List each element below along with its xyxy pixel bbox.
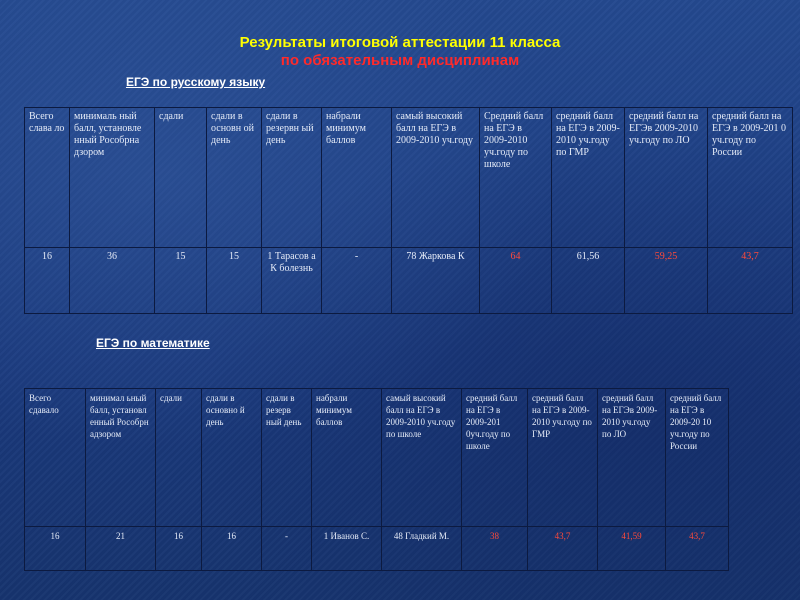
header-cell: минималь ный балл, установле нный Рособрна дзором bbox=[70, 108, 155, 248]
header-cell: сдали в резерв ный день bbox=[262, 389, 312, 527]
table-row bbox=[25, 248, 793, 314]
value-cell: 1 Тарасов а К болезнь bbox=[262, 248, 322, 314]
header-cell: средний балл на ЕГЭ в 2009-2010 уч.году по ГМР bbox=[528, 389, 598, 527]
page-subtitle: по обязательным дисциплинам bbox=[280, 52, 520, 69]
header-cell: средний балл на ЕГЭ в 2009-201 0уч.году по школе bbox=[462, 389, 528, 527]
value-cell: - bbox=[262, 527, 312, 571]
header-cell: сдали в основно й день bbox=[202, 389, 262, 527]
russian-results-table bbox=[24, 107, 793, 314]
value-cell-highlight: 38 bbox=[462, 527, 528, 571]
header-cell: Всего слава ло bbox=[25, 108, 70, 248]
value-cell: 48 Гладкий М. bbox=[382, 527, 462, 571]
value-cell: 36 bbox=[70, 248, 155, 314]
value-cell-highlight: 59,25 bbox=[625, 248, 708, 314]
header-cell: сдали bbox=[155, 108, 207, 248]
section-label-math: ЕГЭ по математике bbox=[96, 336, 210, 350]
header-cell: Всего сдавало bbox=[25, 389, 86, 527]
value-cell: 1 Иванов С. bbox=[312, 527, 382, 571]
header-cell: сдали bbox=[156, 389, 202, 527]
value-cell: 15 bbox=[155, 248, 207, 314]
header-cell: набрали минимум баллов bbox=[312, 389, 382, 527]
page-title: Результаты итоговой аттестации 11 класса bbox=[239, 34, 561, 51]
value-cell: 16 bbox=[25, 527, 86, 571]
header-cell: средний балл на ЕГЭв 2009-2010 уч.году по ЛО bbox=[625, 108, 708, 248]
value-cell: - bbox=[322, 248, 392, 314]
value-cell: 61,56 bbox=[552, 248, 625, 314]
section-label-russian: ЕГЭ по русскому языку bbox=[126, 75, 266, 89]
table-header-row bbox=[25, 108, 793, 248]
value-cell: 21 bbox=[86, 527, 156, 571]
value-cell: 16 bbox=[156, 527, 202, 571]
value-cell-highlight: 43,7 bbox=[666, 527, 729, 571]
value-cell-highlight: 43,7 bbox=[528, 527, 598, 571]
header-cell: Средний балл на ЕГЭ в 2009-2010 уч.году по школе bbox=[480, 108, 552, 248]
math-results-table bbox=[24, 388, 729, 571]
value-cell-highlight: 43,7 bbox=[708, 248, 793, 314]
header-cell: средний балл на ЕГЭв 2009-2010 уч.году по ЛО bbox=[598, 389, 666, 527]
header-cell: самый высокий балл на ЕГЭ в 2009-2010 уч.году по школе bbox=[382, 389, 462, 527]
table-row bbox=[25, 527, 729, 571]
header-cell: сдали в резервн ый день bbox=[262, 108, 322, 248]
header-cell: набрали минимум баллов bbox=[322, 108, 392, 248]
value-cell-highlight: 64 bbox=[480, 248, 552, 314]
value-cell-highlight: 41,59 bbox=[598, 527, 666, 571]
header-cell: средний балл на ЕГЭ в 2009-20 10 уч.году по России bbox=[666, 389, 729, 527]
header-cell: самый высокий балл на ЕГЭ в 2009-2010 уч.году bbox=[392, 108, 480, 248]
value-cell: 15 bbox=[207, 248, 262, 314]
header-cell: средний балл на ЕГЭ в 2009-201 0 уч.году по России bbox=[708, 108, 793, 248]
table-header-row bbox=[25, 389, 729, 527]
value-cell: 78 Жаркова К bbox=[392, 248, 480, 314]
value-cell: 16 bbox=[202, 527, 262, 571]
value-cell: 16 bbox=[25, 248, 70, 314]
header-cell: сдали в основн ой день bbox=[207, 108, 262, 248]
header-cell: минимал ьный балл, установл енный Рособрн адзором bbox=[86, 389, 156, 527]
header-cell: средний балл на ЕГЭ в 2009-2010 уч.году по ГМР bbox=[552, 108, 625, 248]
